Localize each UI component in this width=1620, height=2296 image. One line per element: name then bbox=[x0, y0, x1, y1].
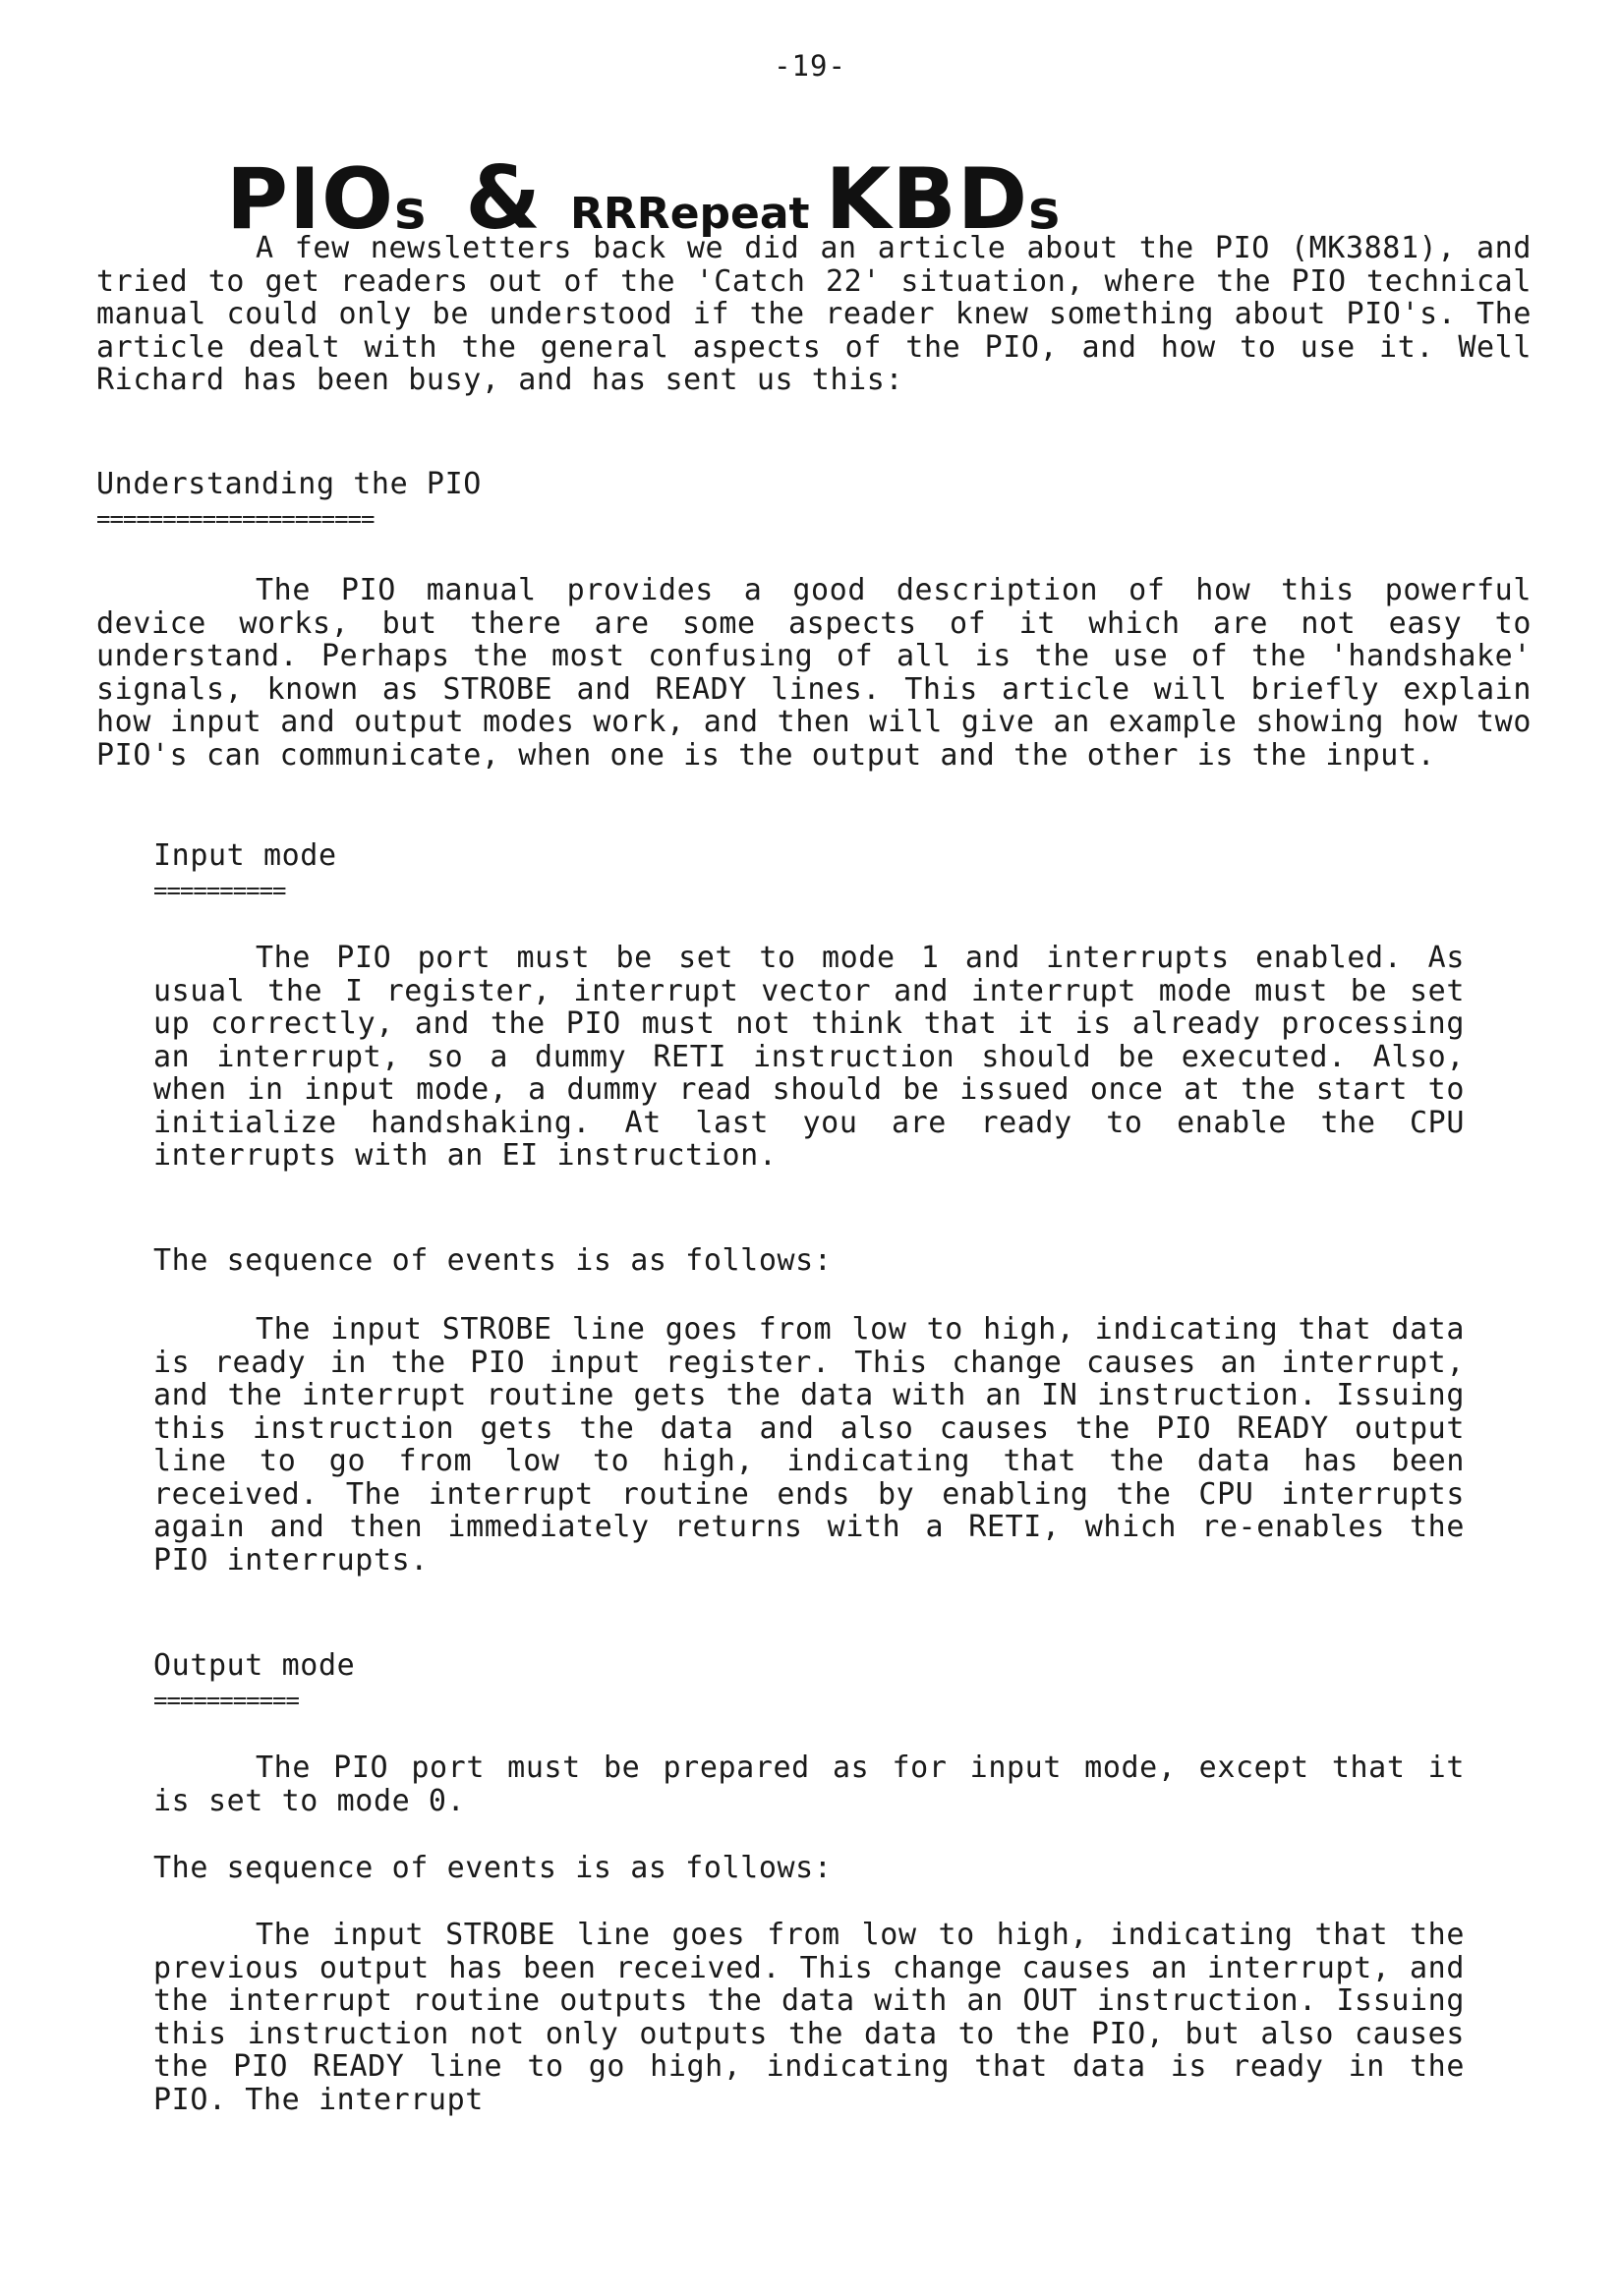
title-ampersand: & bbox=[465, 147, 542, 249]
section-heading-output-mode: Output mode bbox=[153, 1648, 356, 1683]
title-repeat: RRRepeat bbox=[570, 189, 810, 239]
section-underline-understanding: ===================== bbox=[96, 505, 375, 533]
title-io: IO bbox=[289, 150, 395, 249]
title-s2: s bbox=[1028, 179, 1061, 241]
input-mode-paragraph: The PIO port must be set to mode 1 and interrupts enabled. As usual the I register, interrupt vector and interrupt mode must be set up correctly, and the PIO must not think that it is already processing an interrupt, so a dummy RETI instruction should be executed. Also, when in input mode, a dummy read should be issued once at the start to initialize handshaking. At last you are ready to enable the CPU interrupts with an EI instruction. bbox=[153, 941, 1465, 1173]
understanding-paragraph: The PIO manual provides a good description of how this powerful device works, but there are some aspects of it which are not easy to understand. Perhaps the most confusing of all is the use of the 'handshake' signals, known as STROBE and READY lines. This article will briefly explain how input and output modes work, and then will give an example showing how two PIO's can communicate, when one is the output and the other is the input. bbox=[96, 573, 1532, 773]
section-heading-input-mode: Input mode bbox=[153, 838, 337, 873]
input-sequence-paragraph: The input STROBE line goes from low to high, indicating that data is ready in the PIO input register. This change causes an interrupt, and the interrupt routine gets the data with an IN instruction. Issuing this instruction gets the data and also causes the PIO READY output line to go from low to high, indicating that the data has been received. The interrupt routine ends by enabling the CPU interrupts again and then immediately returns with a RETI, which re-enables the PIO interrupts. bbox=[153, 1312, 1465, 1578]
section-underline-input-mode: ========== bbox=[153, 877, 286, 904]
intro-paragraph: A few newsletters back we did an article about the PIO (MK3881), and tried to get readers out of the 'Catch 22' situation, where the PIO technical manual could only be understood if the reader knew something about PIO's. The article dealt with the general aspects of the PIO, and how to use it. Well Richard has been busy, and has sent us this: bbox=[96, 231, 1532, 397]
page-number: -19- bbox=[774, 49, 846, 83]
output-mode-paragraph: The PIO port must be prepared as for input mode, except that it is set to mode 0. bbox=[153, 1751, 1465, 1818]
output-sequence-label: The sequence of events is as follows: bbox=[153, 1851, 833, 1885]
section-heading-understanding: Understanding the PIO bbox=[96, 467, 482, 501]
section-underline-output-mode: =========== bbox=[153, 1687, 299, 1714]
title-p: P bbox=[226, 150, 290, 249]
input-sequence-label: The sequence of events is as follows: bbox=[153, 1243, 833, 1278]
output-sequence-paragraph: The input STROBE line goes from low to high, indicating that the previous output has been received. This change causes an interrupt, and the interrupt routine outputs the data with an OUT instruction. Issuing this instruction not only outputs the data to the PIO, but also causes the PIO READY line to go high, indicating that data is ready in the PIO. The interrupt bbox=[153, 1918, 1465, 2117]
title-s1: s bbox=[394, 179, 427, 241]
title-kbd: KBD bbox=[825, 150, 1029, 249]
